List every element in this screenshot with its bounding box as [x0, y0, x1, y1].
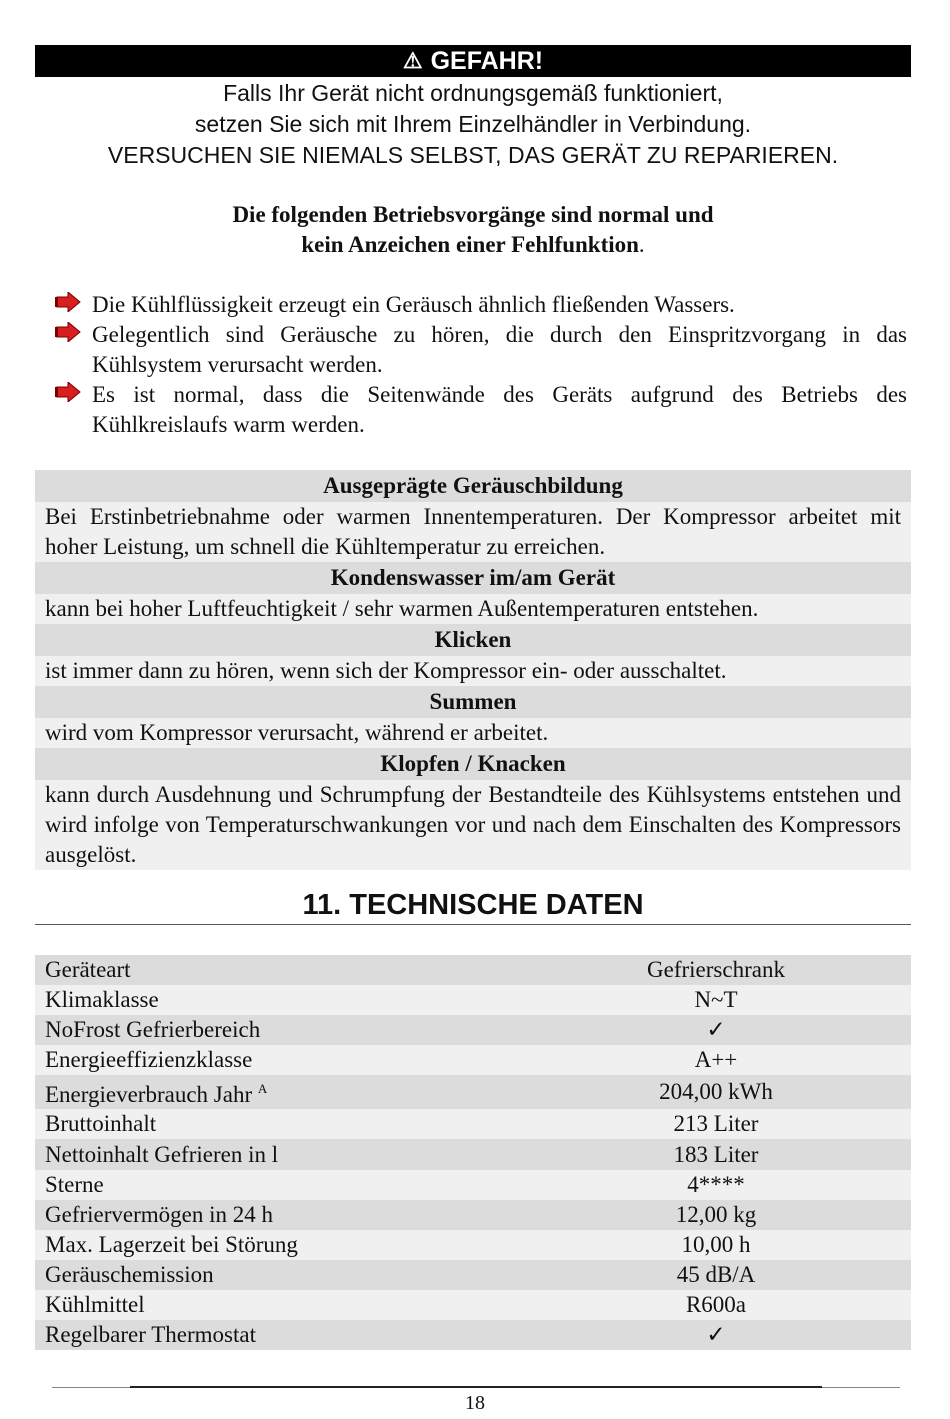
bullet-text: Es ist normal, dass die Seitenwände des Geräts aufgrund des Betriebs des Kühlkreislaufs warm werden.: [92, 382, 907, 437]
noise-section-text: kann durch Ausdehnung und Schrumpfung der Bestandteile des Kühlsystems entstehen und wird infolge von Temperaturschwankungen vor und nach dem Einschalten des Kompressors ausgelöst.: [35, 780, 911, 870]
noise-section-title: Ausgeprägte Geräuschbildung: [35, 470, 911, 502]
danger-title: GEFAHR!: [430, 46, 544, 75]
normal-operations-heading: [35, 200, 911, 260]
spec-value: A++: [694, 1047, 738, 1073]
list-item: [55, 380, 907, 440]
noise-section-text: wird vom Kompressor verursacht, während er arbeitet.: [35, 718, 911, 748]
spec-value: 213 Liter: [673, 1111, 759, 1137]
spec-label: Bruttoinhalt: [45, 1111, 157, 1137]
spec-label: NoFrost Gefrierbereich: [45, 1017, 261, 1043]
table-row: [35, 1170, 911, 1200]
table-row: [35, 1015, 911, 1045]
heading-line-2: kein Anzeichen einer Fehlfunktion: [301, 232, 639, 257]
spec-value: R600a: [685, 1291, 747, 1317]
checkmark-icon: ✓: [706, 1017, 726, 1043]
table-row: [35, 1109, 911, 1139]
page-number: 18: [465, 1392, 485, 1414]
red-arrow-icon: [55, 382, 81, 402]
spec-label: Sterne: [45, 1171, 104, 1197]
spec-value: 183 Liter: [673, 1141, 759, 1167]
heading-line-1: Die folgenden Betriebsvorgänge sind normal und: [232, 202, 714, 227]
table-row: [35, 985, 911, 1015]
section-title: 11. TECHNISCHE DATEN: [302, 889, 644, 921]
spec-value: Gefrierschrank: [647, 957, 785, 983]
table-row: [35, 1260, 911, 1290]
list-item: [55, 290, 907, 320]
noise-section-title: Klopfen / Knacken: [35, 748, 911, 780]
danger-line: Falls Ihr Gerät nicht ordnungsgemäß funktioniert,: [223, 80, 723, 106]
list-item: [55, 320, 907, 380]
table-row: [35, 1075, 911, 1109]
spec-value: 10,00 h: [681, 1231, 751, 1257]
spec-value: 204,00 kWh: [659, 1079, 773, 1105]
spec-label: Geräuschemission: [45, 1261, 214, 1287]
noise-section-text: Bei Erstinbetriebnahme oder warmen Innentemperaturen. Der Kompressor arbeitet mit hoher Leistung, um schnell die Kühltemperatur zu erreichen.: [35, 502, 911, 562]
table-row: [35, 1200, 911, 1230]
footnote-marker: A: [257, 1081, 268, 1097]
noise-table: [35, 470, 911, 870]
noise-section-title: Kondenswasser im/am Gerät: [35, 562, 911, 594]
spec-label: Geräteart: [45, 957, 131, 983]
noise-section-text: ist immer dann zu hören, wenn sich der Kompressor ein- oder ausschaltet.: [35, 656, 911, 686]
noise-section-text: kann bei hoher Luftfeuchtigkeit / sehr warmen Außentemperaturen entstehen.: [35, 594, 911, 624]
spec-value: 4****: [687, 1171, 745, 1197]
checkmark-icon: ✓: [706, 1322, 726, 1348]
normal-operations-list: [55, 290, 907, 440]
spec-label: Kühlmittel: [45, 1291, 145, 1317]
danger-line: VERSUCHEN SIE NIEMALS SELBST, DAS GERÄT ZU REPARIEREN.: [107, 142, 839, 168]
bullet-text: Gelegentlich sind Geräusche zu hören, die durch den Einspritzvorgang in das Kühlsystem verursacht werden.: [92, 322, 907, 377]
red-arrow-icon: [55, 292, 81, 312]
warning-triangle-icon: ⚠: [402, 48, 423, 73]
table-row: [35, 1230, 911, 1260]
noise-section-title: Summen: [35, 686, 911, 718]
table-row: [35, 955, 911, 985]
spec-label-cell: [35, 1075, 521, 1109]
danger-text: [35, 78, 911, 171]
table-row: [35, 1320, 911, 1350]
red-arrow-icon: [55, 322, 81, 342]
spec-label: Regelbarer Thermostat: [45, 1322, 256, 1348]
danger-line: setzen Sie sich mit Ihrem Einzelhändler in Verbindung.: [194, 111, 752, 137]
spec-label: Klimaklasse: [45, 987, 159, 1013]
table-row: [35, 1290, 911, 1320]
footer-divider-accent: [130, 1386, 822, 1388]
section-divider: [35, 924, 911, 925]
danger-banner: [35, 45, 911, 77]
technical-data-table: [35, 955, 911, 1350]
spec-value: N~T: [694, 987, 738, 1013]
spec-label: Energieverbrauch Jahr: [45, 1082, 253, 1108]
spec-value: 12,00 kg: [675, 1201, 757, 1227]
heading-period: .: [638, 232, 645, 257]
spec-label: Max. Lagerzeit bei Störung: [45, 1231, 298, 1257]
table-row: [35, 1139, 911, 1169]
spec-label: Nettoinhalt Gefrieren in l: [45, 1141, 279, 1167]
spec-value: 45 dB/A: [676, 1261, 756, 1287]
table-row: [35, 1045, 911, 1075]
spec-label: Energieeffizienzklasse: [45, 1047, 253, 1073]
bullet-text: Die Kühlflüssigkeit erzeugt ein Geräusch ähnlich fließenden Wassers.: [92, 292, 735, 317]
noise-section-title: Klicken: [35, 624, 911, 656]
spec-label: Gefriervermögen in 24 h: [45, 1201, 274, 1227]
